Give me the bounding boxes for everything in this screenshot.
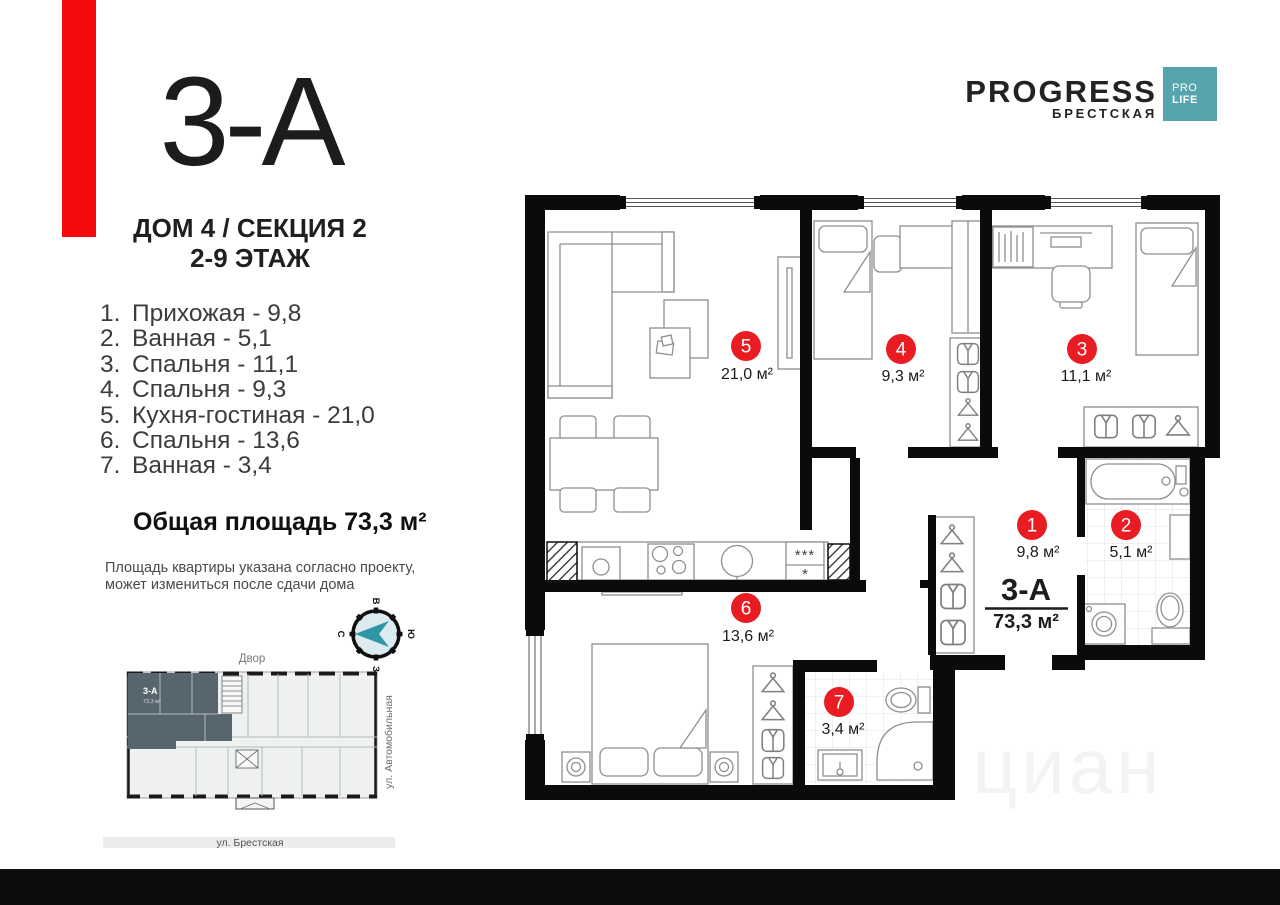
svg-text:3,4 м²: 3,4 м² [821,721,865,738]
dining-table [550,416,658,512]
window-top-1 [620,196,760,209]
bath-cabinet [1170,515,1190,559]
street-side-label: ул. Автомобильная [383,695,395,789]
bedroom4-furniture [814,221,986,447]
room-marker [721,331,774,383]
plan-unit-label [985,572,1068,633]
coffee-table [650,328,690,378]
svg-text:9,8 м²: 9,8 м² [1016,544,1060,561]
svg-text:З: З [370,666,381,672]
disclaimer-text: Площадь квартиры указана согласно проекту, может измениться после сдачи дома [105,560,416,593]
svg-text:9,3 м²: 9,3 м² [881,368,925,385]
svg-text:1: 1 [1026,515,1038,537]
svg-text:С: С [335,630,346,638]
bottom-black-bar [0,869,1280,905]
room-marker [1016,510,1060,561]
page-title: 3-А [159,51,341,192]
courtyard-label: Двор [238,653,266,665]
room-list-item: 3. Спальня - 11,1 [100,350,299,378]
svg-text:21,0 м²: 21,0 м² [721,366,773,383]
svg-text:5,1 м²: 5,1 м² [1109,544,1153,561]
room-list-item: 6. Спальня - 13,6 [100,427,300,455]
developer-logo: PROGRESS [965,74,1157,109]
bedroom6-furniture [562,644,793,784]
svg-text:3: 3 [1076,339,1088,361]
floors-label: 2-9 ЭТАЖ [190,243,310,273]
svg-text:13,6 м²: 13,6 м² [722,628,774,645]
elevator [236,750,258,768]
room-marker [722,593,775,645]
tv-unit [778,257,802,369]
svg-text:***: *** [794,547,816,564]
developer-logo-subname: БРЕСТСКАЯ [1052,106,1157,121]
room-list-item: 1. Прихожая - 9,8 [100,300,302,327]
room-list-item: 5. Кухня-гостиная - 21,0 [100,401,375,429]
room-list-item: 7. Ванная - 3,4 [100,452,272,480]
room-list-item: 2. Ванная - 5,1 [100,325,272,353]
window-top-3 [1045,196,1147,209]
svg-text:3-А: 3-А [1001,572,1051,607]
site-highlighted-unit [128,673,232,749]
watermark: циан [972,722,1164,810]
svg-text:В: В [370,597,381,605]
svg-text:5: 5 [740,336,752,358]
site-plan [103,653,395,849]
room-marker [1061,334,1112,385]
room-list-item: 4. Спальня - 9,3 [100,376,287,404]
svg-text:73,3 м²: 73,3 м² [143,699,161,705]
svg-text:3-А: 3-А [143,686,158,696]
compass-icon [335,598,416,672]
window-left [526,630,544,740]
total-area-label: Общая площадь 73,3 м² [133,508,427,536]
stove [648,544,694,580]
svg-text:73,3 м²: 73,3 м² [993,611,1059,633]
bedroom3-furniture [992,223,1198,447]
svg-text:7: 7 [833,692,845,714]
stairs [222,676,242,713]
wall-tv [602,592,682,595]
entrance-porch [236,798,274,809]
washing-machine [1083,604,1125,644]
room-marker [881,334,925,385]
pro-life-badge: PRO LIFE [1163,67,1217,121]
svg-text:*: * [802,566,808,583]
svg-text:4: 4 [895,339,907,361]
building-section-label: ДОМ 4 / СЕКЦИЯ 2 [133,213,367,243]
hallway-wardrobe [930,517,974,653]
svg-text:Ю: Ю [405,629,416,639]
street-bottom-label: ул. Брестская [216,837,284,849]
svg-text:2: 2 [1120,515,1132,537]
window-top-2 [858,196,962,209]
svg-text:6: 6 [740,598,752,620]
svg-text:11,1 м²: 11,1 м² [1060,368,1112,385]
